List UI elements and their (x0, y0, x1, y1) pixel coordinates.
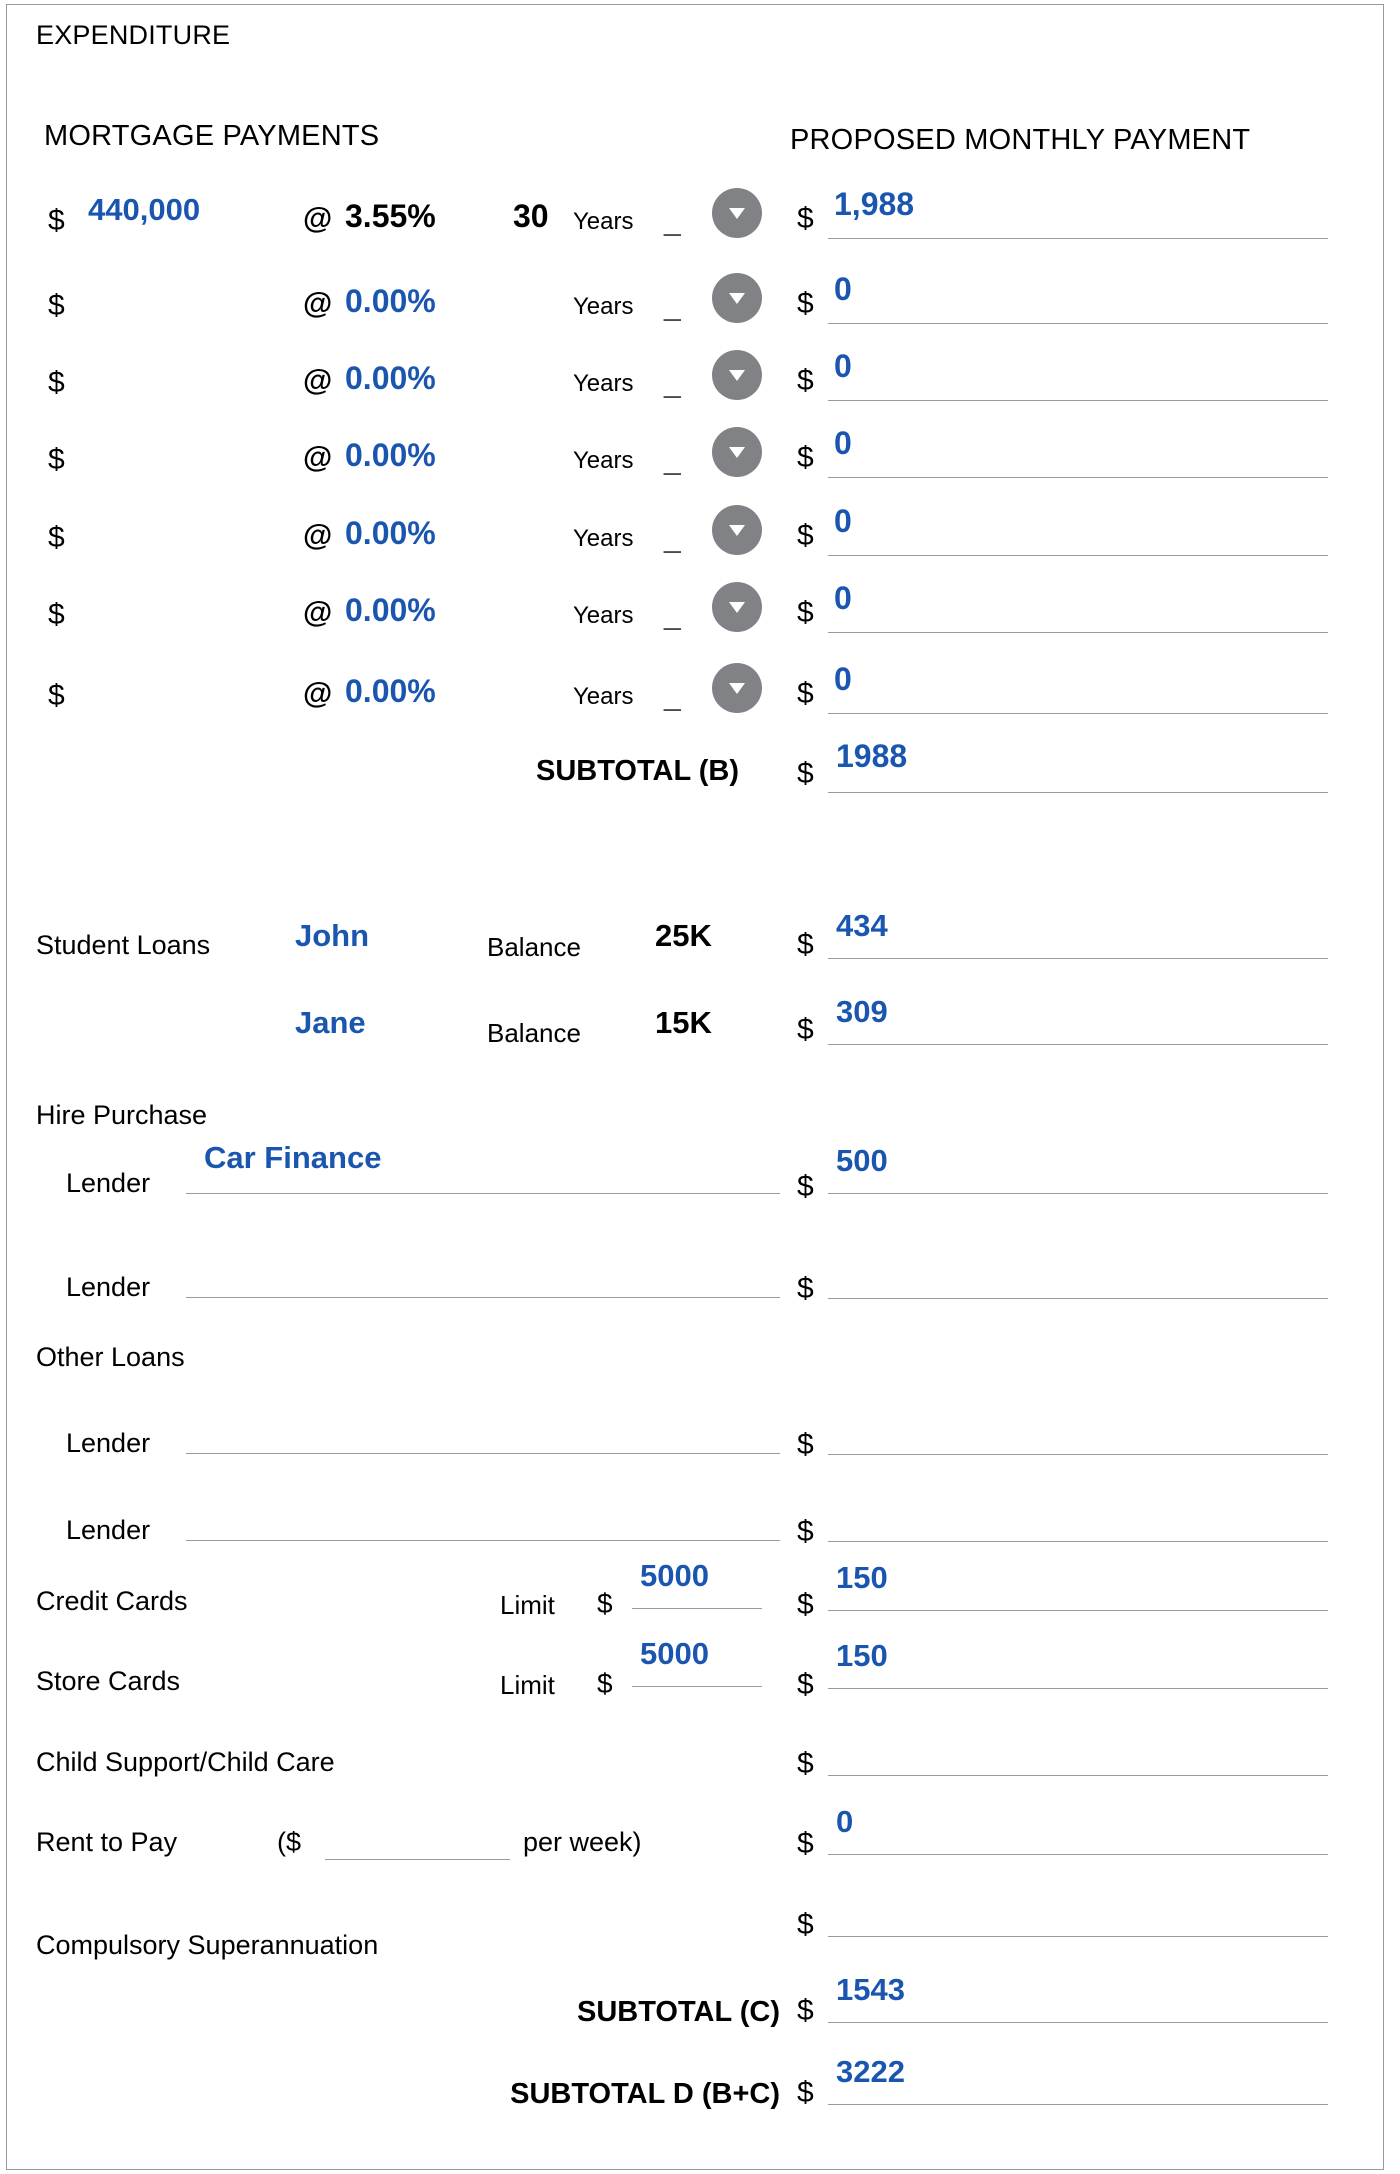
other-loans-payment-field-2[interactable] (828, 1493, 1328, 1542)
currency-symbol: $ (797, 1588, 814, 1621)
currency-symbol: $ (797, 1272, 814, 1305)
store-cards-payment-field[interactable] (828, 1640, 1328, 1689)
limit-label: Limit (500, 1670, 555, 1700)
subtotal-c-value: 1543 (836, 1972, 905, 2007)
chevron-down-icon[interactable] (712, 350, 762, 400)
separator-dash: _ (664, 521, 681, 554)
rent-per-week-rule (325, 1858, 510, 1860)
lender-label: Lender (66, 1168, 151, 1198)
other-loans-label: Other Loans (36, 1342, 185, 1372)
currency-symbol: $ (48, 289, 65, 322)
mortgage-payment-field[interactable] (828, 661, 1328, 714)
currency-symbol: $ (48, 204, 65, 237)
mortgage-payment-value: 0 (834, 661, 852, 697)
years-label: Years (573, 447, 634, 474)
chevron-down-icon[interactable] (712, 273, 762, 323)
mortgage-payment-value: 1,988 (834, 186, 915, 222)
at-symbol: @ (303, 441, 333, 474)
balance-label: Balance (487, 1018, 581, 1048)
credit-cards-limit: 5000 (640, 1558, 709, 1593)
years-label: Years (573, 293, 634, 320)
store-cards-limit: 5000 (640, 1636, 709, 1671)
hire-purchase-lender-rule-2 (186, 1296, 780, 1298)
mortgage-payment-value: 0 (834, 348, 852, 384)
mortgage-payment-value: 0 (834, 271, 852, 307)
currency-symbol: $ (797, 1994, 814, 2027)
rent-to-pay-label: Rent to Pay (36, 1827, 178, 1857)
currency-symbol: $ (797, 1515, 814, 1548)
mortgage-payment-value: 0 (834, 503, 852, 539)
currency-symbol: $ (797, 1747, 814, 1780)
superannuation-label: Compulsory Superannuation (36, 1930, 379, 1960)
currency-symbol: $ (797, 1908, 814, 1941)
subtotal-c-field[interactable] (828, 1974, 1328, 2023)
separator-dash: _ (664, 289, 681, 322)
chevron-down-icon[interactable] (712, 427, 762, 477)
currency-symbol: $ (797, 1668, 814, 1701)
student-loan-payment-2: 309 (836, 994, 888, 1029)
mortgage-payment-field[interactable] (828, 186, 1328, 239)
credit-cards-payment: 150 (836, 1560, 888, 1595)
mortgage-amount-input[interactable]: 440,000 (88, 192, 201, 227)
currency-symbol: $ (797, 2076, 814, 2109)
store-cards-label: Store Cards (36, 1666, 181, 1696)
separator-dash: _ (664, 443, 681, 476)
chevron-down-icon[interactable] (712, 188, 762, 238)
student-loan-borrower-2[interactable]: Jane (295, 1005, 366, 1040)
other-loans-lender-rule-2 (186, 1539, 780, 1541)
currency-symbol: $ (48, 598, 65, 631)
mortgage-rate-input[interactable]: 3.55% (345, 198, 436, 234)
other-loans-lender-rule-1 (186, 1452, 780, 1454)
currency-symbol: $ (48, 366, 65, 399)
currency-symbol: $ (797, 441, 814, 474)
chevron-down-icon[interactable] (712, 663, 762, 713)
mortgage-rate-input[interactable]: 0.00% (345, 673, 436, 709)
rent-per-week-label: per week) (523, 1827, 642, 1857)
student-loan-payment-field-1[interactable] (828, 910, 1328, 959)
years-label: Years (573, 370, 634, 397)
years-label: Years (573, 602, 634, 629)
student-loan-balance-2[interactable]: 15K (655, 1005, 712, 1040)
chevron-down-icon[interactable] (712, 505, 762, 555)
child-support-payment-field[interactable] (828, 1727, 1328, 1776)
years-label: Years (573, 208, 634, 235)
currency-symbol: $ (797, 1827, 814, 1860)
hire-purchase-payment-field-1[interactable] (828, 1145, 1328, 1194)
balance-label: Balance (487, 932, 581, 962)
currency-symbol: $ (48, 443, 65, 476)
proposed-monthly-payment-heading: PROPOSED MONTHLY PAYMENT (790, 124, 1251, 156)
mortgage-payment-value: 0 (834, 580, 852, 616)
page-title: EXPENDITURE (36, 20, 231, 50)
mortgage-row (0, 265, 1378, 343)
mortgage-row (0, 419, 1378, 497)
mortgage-rate-input[interactable]: 0.00% (345, 283, 436, 319)
lender-label: Lender (66, 1272, 151, 1302)
rent-paren-open: ($ (277, 1827, 302, 1857)
rent-to-pay-payment-field[interactable] (828, 1806, 1328, 1855)
student-loan-payment-field-2[interactable] (828, 996, 1328, 1045)
mortgage-rate-input[interactable]: 0.00% (345, 515, 436, 551)
currency-symbol: $ (797, 596, 814, 629)
chevron-down-icon[interactable] (712, 582, 762, 632)
student-loan-balance-1[interactable]: 25K (655, 918, 712, 953)
currency-symbol: $ (797, 757, 814, 790)
at-symbol: @ (303, 364, 333, 397)
mortgage-payments-heading: MORTGAGE PAYMENTS (44, 120, 380, 152)
lender-label: Lender (66, 1515, 151, 1545)
currency-symbol: $ (797, 202, 814, 235)
mortgage-payment-field[interactable] (828, 503, 1328, 556)
subtotal-b-field[interactable] (828, 738, 1328, 793)
subtotal-b-label: SUBTOTAL (B) (536, 755, 739, 787)
mortgage-rate-input[interactable]: 0.00% (345, 437, 436, 473)
currency-symbol: $ (48, 679, 65, 712)
limit-label: Limit (500, 1590, 555, 1620)
currency-symbol: $ (48, 521, 65, 554)
at-symbol: @ (303, 596, 333, 629)
currency-symbol: $ (597, 1668, 613, 1699)
hire-purchase-payment-field-2[interactable] (828, 1250, 1328, 1299)
years-label: Years (573, 683, 634, 710)
mortgage-row (0, 180, 1378, 258)
hire-purchase-lender-rule-1 (186, 1192, 780, 1194)
subtotal-d-label: SUBTOTAL D (B+C) (510, 2078, 780, 2110)
hire-purchase-payment-1: 500 (836, 1143, 888, 1178)
separator-dash: _ (664, 366, 681, 399)
mortgage-rate-input[interactable]: 0.00% (345, 360, 436, 396)
student-loans-label: Student Loans (36, 930, 211, 960)
subtotal-c-label: SUBTOTAL (C) (577, 1996, 780, 2028)
child-support-label: Child Support/Child Care (36, 1747, 335, 1777)
hire-purchase-label: Hire Purchase (36, 1100, 208, 1130)
mortgage-payment-value: 0 (834, 425, 852, 461)
subtotal-b-value: 1988 (836, 738, 908, 774)
store-cards-payment: 150 (836, 1638, 888, 1673)
superannuation-payment-field[interactable] (828, 1888, 1328, 1937)
currency-symbol: $ (797, 1428, 814, 1461)
currency-symbol: $ (797, 1013, 814, 1046)
currency-symbol: $ (797, 677, 814, 710)
separator-dash: _ (664, 204, 681, 237)
separator-dash: _ (664, 598, 681, 631)
at-symbol: @ (303, 287, 333, 320)
at-symbol: @ (303, 519, 333, 552)
currency-symbol: $ (797, 928, 814, 961)
student-loan-payment-1: 434 (836, 908, 888, 943)
subtotal-d-value: 3222 (836, 2054, 905, 2089)
currency-symbol: $ (597, 1588, 613, 1619)
mortgage-payment-field[interactable] (828, 271, 1328, 324)
credit-cards-limit-field[interactable] (632, 1558, 762, 1609)
mortgage-row (0, 655, 1378, 733)
mortgage-row (0, 342, 1378, 420)
lender-label: Lender (66, 1428, 151, 1458)
mortgage-payment-field[interactable] (828, 348, 1328, 401)
separator-dash: _ (664, 679, 681, 712)
student-loan-borrower-1[interactable]: John (295, 918, 370, 953)
mortgage-years-input[interactable]: 30 (513, 198, 549, 234)
currency-symbol: $ (797, 364, 814, 397)
mortgage-payment-field[interactable] (828, 425, 1328, 478)
at-symbol: @ (303, 677, 333, 710)
currency-symbol: $ (797, 287, 814, 320)
mortgage-rate-input[interactable]: 0.00% (345, 592, 436, 628)
years-label: Years (573, 525, 634, 552)
mortgage-row (0, 574, 1378, 652)
currency-symbol: $ (797, 1170, 814, 1203)
rent-to-pay-payment: 0 (836, 1804, 854, 1839)
credit-cards-payment-field[interactable] (828, 1562, 1328, 1611)
other-loans-payment-field-1[interactable] (828, 1406, 1328, 1455)
subtotal-d-field[interactable] (828, 2056, 1328, 2105)
credit-cards-label: Credit Cards (36, 1586, 188, 1616)
mortgage-row (0, 497, 1378, 575)
hire-purchase-lender-1[interactable]: Car Finance (204, 1140, 382, 1175)
at-symbol: @ (303, 202, 333, 235)
currency-symbol: $ (797, 519, 814, 552)
mortgage-payment-field[interactable] (828, 580, 1328, 633)
store-cards-limit-field[interactable] (632, 1636, 762, 1687)
